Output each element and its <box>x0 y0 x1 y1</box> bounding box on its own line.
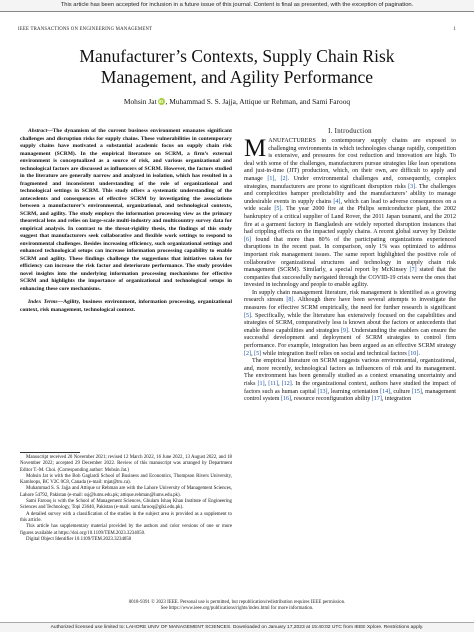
first-author: Mohsin Jat <box>123 97 157 106</box>
copyright-line-1: 0018-9391 © 2023 IEEE. Personal use is permitted, but republication/redistribution requires IEEE permission. <box>128 600 346 605</box>
citation-link[interactable]: [2] <box>244 350 252 357</box>
citation-link[interactable]: [9] <box>341 327 349 334</box>
footnote: Mohsin Jat is with the Bob Gaglardi School of Business and Economics, Thompson Rivers University, Kamloops, BC V2C 0C8, Canada (e-mail: mjat@tru.ca). <box>20 473 232 486</box>
paragraph-text: , <box>251 350 255 357</box>
paragraph-text: , integration <box>381 396 412 403</box>
paragraph-text: . In the organizational context, authors have studied the impact of factors such as human capital <box>244 381 456 395</box>
paragraph-text: , learning orientation <box>327 388 381 395</box>
index-terms <box>20 299 232 314</box>
paragraph-text: while integration itself relies on social and technical factors <box>261 350 409 357</box>
paragraph-text: , culture <box>390 388 412 395</box>
left-column <box>20 128 232 320</box>
paragraph-text: , resource reconfiguration ability <box>291 396 372 403</box>
footnote: A detailed survey with a classification of the studies in the subject area is provided as a supplement to this article. <box>20 511 232 523</box>
footnote: Muhammad S. S. Jajja and Attique ur Rehman are with the Lahore University of Management Sciences, Lahore 54792, Pakistan (e-mail: ssj@lums.edu.pk; attique.rehman@lums.edu.pk). <box>20 486 232 498</box>
citation-link[interactable]: [2] <box>280 175 288 182</box>
footnote: This article has supplementary material provided by the authors and color versions of one or more figures available at https://doi.org/10.1109/TEM.2023.3234050. <box>20 524 232 536</box>
paragraph-text: . <box>418 350 420 357</box>
footnote-divider <box>20 452 80 453</box>
paragraph-text: . Although there have been several attempts to investigate the measures for effective SCRM empirically, the need for further research is significant <box>244 297 456 312</box>
citation-link[interactable]: [17] <box>371 396 382 403</box>
page-number: 1 <box>453 27 456 32</box>
citation-link[interactable]: [3] <box>408 183 416 190</box>
citation-link[interactable]: [6] <box>244 236 252 243</box>
intro-paragraph-3 <box>244 358 456 404</box>
paragraph-text: . Understanding the enablers can ensure the successful development and deployment of SCRM strategies to control firm performance. For example, integration has been argued as an effective SCRM strategy <box>244 327 456 350</box>
citation-link[interactable]: [12] <box>281 381 292 387</box>
paragraph-text: , <box>274 175 281 182</box>
paragraph-text: . The year 2000 fire at the Philips semiconductor plant, the 2002 bankruptcy of a critical supplier of Land Rover, the 2011 Japan tsunami, and the 2012 fire at a garment factory in Bangladesh are widely reported disruption instances that had crippling effects on the impacted supply chains. A recent global survey by Deloite <box>244 206 456 236</box>
right-column <box>244 128 456 404</box>
intro-paragraph-1 <box>244 135 456 290</box>
citation-link[interactable]: [15] <box>411 388 422 395</box>
citation-link[interactable]: [4] <box>333 198 341 205</box>
footnote: Sami Farooq is with the School of Management Sciences, Ghulam Ishaq Khan Institute of Engineering Sciences and Technology, Topi 23640, Pakistan (e-mail: sami.farooq@giki.edu.pk). <box>20 499 232 511</box>
citation-link[interactable]: [10] <box>408 350 419 357</box>
paragraph-text: . The challenges and complexities hamper predictability and the manufacturers’ ability to manage undesirable events in supply chains <box>244 183 456 205</box>
citation-link[interactable]: [7] <box>409 267 417 274</box>
paper-title: Manufacturer’s Contexts, Supply Chain Risk Management, and Agility Performance <box>79 46 395 87</box>
paragraph-text: stated that the companies that successfully navigated through the COVID-19 crisis were the ones that invested in technology and people to enable agility. <box>244 267 456 289</box>
citation-link[interactable]: [5] <box>274 206 282 213</box>
abstract-label: Abstract <box>28 128 48 134</box>
footnote: Digital Object Identifier 10.1109/TEM.2023.3234050 <box>26 536 132 542</box>
copyright-notice <box>20 600 454 612</box>
citation-link[interactable]: [14] <box>380 388 391 395</box>
index-terms-text: —Agility, business environment, information processing, organizational context, risk management, technological context. <box>20 299 232 313</box>
copyright-line-2[interactable]: See https://www.ieee.org/publications/rights/index.html for more information. <box>160 606 314 612</box>
paragraph-text: , management control system <box>244 388 456 403</box>
citation-link[interactable]: [5] <box>254 350 262 357</box>
orcid-icon[interactable]: iD <box>158 99 164 104</box>
citation-link[interactable]: [16] <box>280 396 292 403</box>
paragraph-text: found that more than 80% of the participating organizations experienced disruptions in the recent past. In comparison, only 1% was optimized to address important risk management issues. The same report highlighted the positive role of collaborative organizational structures and technology in supply chain risk management (SCRM). Similarly, a special report by McKinsey <box>244 236 456 274</box>
intro-paragraph-2 <box>244 290 456 358</box>
citation-link[interactable]: [5] <box>244 312 252 319</box>
citation-link[interactable]: [8] <box>286 297 294 304</box>
abstract-text: —The dynamism of the current business environment emanates significant challenges and disruption risks for supply chains. These vulnerabilities in contemporary supply chains have motivated a substantial academic focus on supply chain risk management (SCRM). In the empirical literature on SCRM, a firm’s external environment is conceptualized as a source of risk, and various organizational and technological factors are discussed as influencers of SCRM. However, the factors studied in the literature are generally narrow and analyzed in isolation, which has resulted in a fragmented and inconsistent understanding of the role of organizational and technological settings in SCRM. This study offers a systematic understanding of the antecedents and consequences of effective SCRM by investigating the associations between a manufacturer’s environmental, organizational, and technological contexts, SCRM, and agility. The study employs the information processing view as the primary theoretical lens and relies on large-scale multi-industry and multicountry survey data for empirical analysis. In contrast to the threat-rigidity thesis, the findings of this study suggest that manufacturers seek collaborative and flexible work settings to respond to environmental challenges. Besides increasing efficiency, such organizational settings and enhanced technological setups can increase information processing capability to enable SCRM and agility. These findings challenge the suggestions that initiatives taken for efficiency can increase the risk factor and deteriorate performance. The study provides novel insights into the underlying information processing mechanisms for effective SCRM and highlights the importance of organizational and technological setups in enhancing these core mechanisms. <box>20 128 232 292</box>
paragraph-text: The empirical literature on SCRM suggests various environmental, organizational, and, more recently, technological factors as influencers of risk and its management. The environment has been generally studied as a context emanating uncertainty and risks <box>244 358 456 387</box>
paragraph-text: . Under environmental challenges and, consequently, complex strategies, manufacturers are prone to significant disruption risks <box>244 175 456 190</box>
journal-name: IEEE TRANSACTIONS ON ENGINEERING MANAGEMENT <box>18 27 153 32</box>
citation-link[interactable]: [13] <box>317 388 328 395</box>
drop-cap: M <box>244 135 267 162</box>
citation-link[interactable]: [1] <box>267 175 275 182</box>
paragraph-text: , which can lead to adverse consequences on a wide scale <box>244 198 456 213</box>
citation-link[interactable]: [1] <box>257 381 265 387</box>
index-terms-label: Index Terms <box>28 299 58 306</box>
section-heading: I. Introduction <box>328 128 372 135</box>
paragraph-text: . Specifically, while the literature has extensively focused on the capabilities and strategies of SCRM, comparatively less is known about the factors or antecedents that enable these capabilities and strategies <box>244 312 456 334</box>
running-head <box>18 27 456 32</box>
paragraph-text: In supply chain management literature, risk management is identified as a growing research stream <box>244 289 456 304</box>
author-list <box>40 97 434 106</box>
other-authors: , Muhammad S. S. Jajja, Attique ur Rehman, and Sami Farooq <box>165 97 351 106</box>
abstract <box>20 128 232 293</box>
acceptance-notice: This article has been accepted for inclusion in a future issue of this journal. Content is final as presented, with the exception of pagination. <box>0 0 474 12</box>
citation-link[interactable]: [11] <box>268 381 279 387</box>
paragraph-text: ANUFACTURERS in contemporary supply chains are exposed to challenging environments in which technologies change rapidly, competition is extensive, and pressures for cost reduction and innovation are high. To deal with some of the challenges, manufacturers pursue strategies like lean operations and just-in-time (JIT) production, which, on their own, are difficult to apply and manage <box>244 138 456 182</box>
footnotes <box>20 455 232 543</box>
license-footer: Authorized licensed use limited to: LAHORE UNIV OF MANAGEMENT SCIENCES. Downloaded on January 17,2023 at 15:40:02 UTC from IEEE Xplore. Restrictions apply. <box>0 622 474 632</box>
paragraph-text: , <box>278 381 282 387</box>
paragraph-text: , <box>264 381 269 387</box>
footnote: Manuscript received 20 November 2021; revised 12 March 2022, 16 June 2022, 13 August 2022, and 18 November 2022; accepted 29 December 2022. Review of this manuscript was arranged by Department Editor T.-M. Choi. (Corresponding author: Mohsin Jat.) <box>20 455 232 473</box>
